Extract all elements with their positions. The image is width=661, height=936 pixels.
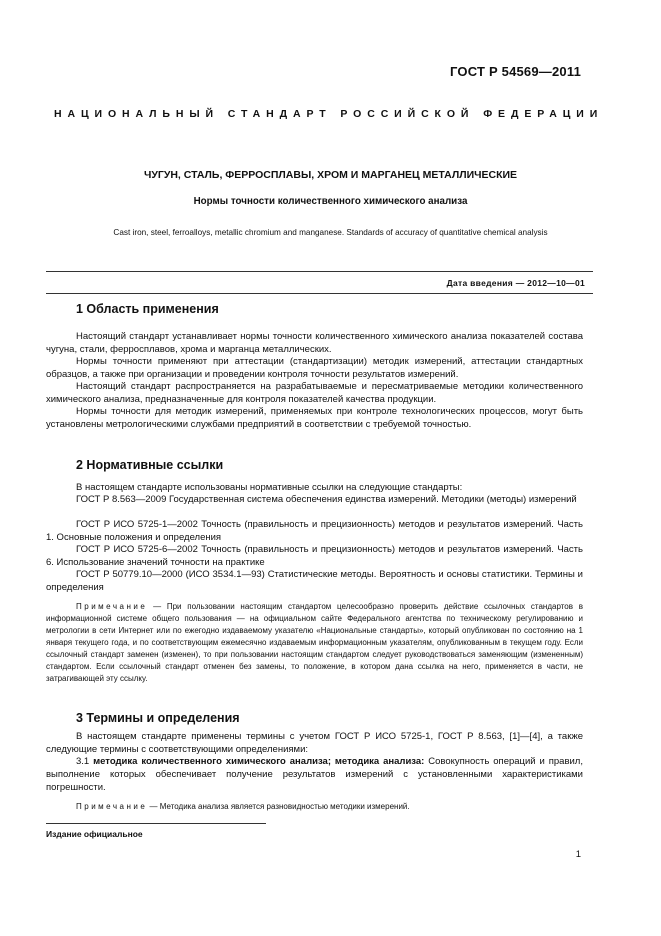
section-3-heading: 3 Термины и определения (76, 711, 240, 725)
note-text: — Методика анализа является разновидностью методики измерений. (147, 802, 410, 811)
note-label: Примечание (76, 802, 148, 811)
national-standard-banner: НАЦИОНАЛЬНЫЙ СТАНДАРТ РОССИЙСКОЙ ФЕДЕРАЦИИ (54, 108, 604, 120)
term-definition-text: Совокупность операций и правил, выполнение которых обеспечивает получение результатов измерений с установленными характеристиками погрешности. (46, 756, 583, 793)
introduction-date: Дата введения — 2012—10—01 (446, 278, 585, 288)
reference-item: ГОСТ Р ИСО 5725-6—2002 Точность (правильность и прецизионность) методов и результатов измерений. Часть 6. Использование значений точности на практике (46, 544, 583, 568)
date-divider (46, 293, 593, 294)
top-divider (46, 271, 593, 272)
note-label: Примечание (76, 602, 148, 611)
document-code: ГОСТ Р 54569—2011 (450, 64, 581, 79)
footer-divider (46, 823, 266, 824)
section-1-paragraph: Настоящий стандарт устанавливает нормы точности количественного химического анализа показателей состава чугуна, стали, ферросплавов, хрома и марганца металлических. (46, 331, 583, 355)
note-text: — При пользовании настоящим стандартом целесообразно проверить действие ссылочных стандартов в информационной системе общего пользования — на официальном сайте Федерального агентства по техническому регулированию и метрологии в сети Интернет или по ежегодно издаваемому указателю «Национальные стандарты», который опубликован по состоянию на 1 января текущего года, и по соответствующим ежемесячно издаваемым информационным указателям, опубликованным в текущем году. Если ссылочный стандарт заменен (изменен), то при пользовании настоящим стандартом следует руководствоваться заменяющим (измененным) стандартом. Если ссылочный стандарт отменен без замены, то положение, в котором дана ссылка на него, применяется в части, не затрагивающей эту ссылку. (46, 602, 583, 683)
term-definition (46, 756, 583, 794)
section-3-intro: В настоящем стандарте применены термины с учетом ГОСТ Р ИСО 5725-1, ГОСТ Р 8.563, [1]—[4], а также следующие термины с соответствующими определениями: (46, 731, 583, 755)
section-2-paragraph: В настоящем стандарте использованы нормативные ссылки на следующие стандарты: (76, 482, 463, 493)
english-title: Cast iron, steel, ferroalloys, metallic chromium and manganese. Standards of accuracy of quantitative chemical analysis (113, 228, 548, 237)
official-edition-label: Издание официальное (46, 829, 143, 839)
section-1-heading: 1 Область применения (76, 302, 219, 316)
main-title: ЧУГУН, СТАЛЬ, ФЕРРОСПЛАВЫ, ХРОМ И МАРГАНЕЦ МЕТАЛЛИЧЕСКИЕ (143, 169, 518, 181)
term-number: 3.1 (76, 756, 94, 767)
section-3-note (46, 801, 583, 813)
reference-item: ГОСТ Р 8.563—2009 Государственная система обеспечения единства измерений. Методики (методы) измерений (76, 494, 577, 505)
subtitle: Нормы точности количественного химического анализа (193, 196, 468, 207)
section-1-paragraph: Нормы точности применяют при аттестации (стандартизации) методик измерений, аттестации стандартных образцов, а также при организации и проведении контроля точности результатов измерений. (46, 356, 583, 380)
page-number: 1 (575, 849, 581, 860)
reference-item: ГОСТ Р ИСО 5725-1—2002 Точность (правильность и прецизионность) методов и результатов измерений. Часть 1. Основные положения и определения (46, 519, 583, 543)
section-1-paragraph: Нормы точности для методик измерений, применяемых при контроле технологических процессов, могут быть установлены метрологическими службами предприятий в соответствии с требуемой точностью. (46, 406, 583, 430)
section-2-heading: 2 Нормативные ссылки (76, 458, 224, 472)
reference-item: ГОСТ Р 50779.10—2000 (ИСО 3534.1—93) Статистические методы. Вероятность и основы статистики. Термины и определения (46, 569, 583, 593)
term-name: методика количественного химического анализа; методика анализа: (93, 756, 425, 767)
section-2-note (46, 601, 583, 685)
section-1-paragraph: Настоящий стандарт распространяется на разрабатываемые и пересматриваемые методики количественного химического анализа, предназначенные для контроля показателей качества продукции. (46, 381, 583, 405)
